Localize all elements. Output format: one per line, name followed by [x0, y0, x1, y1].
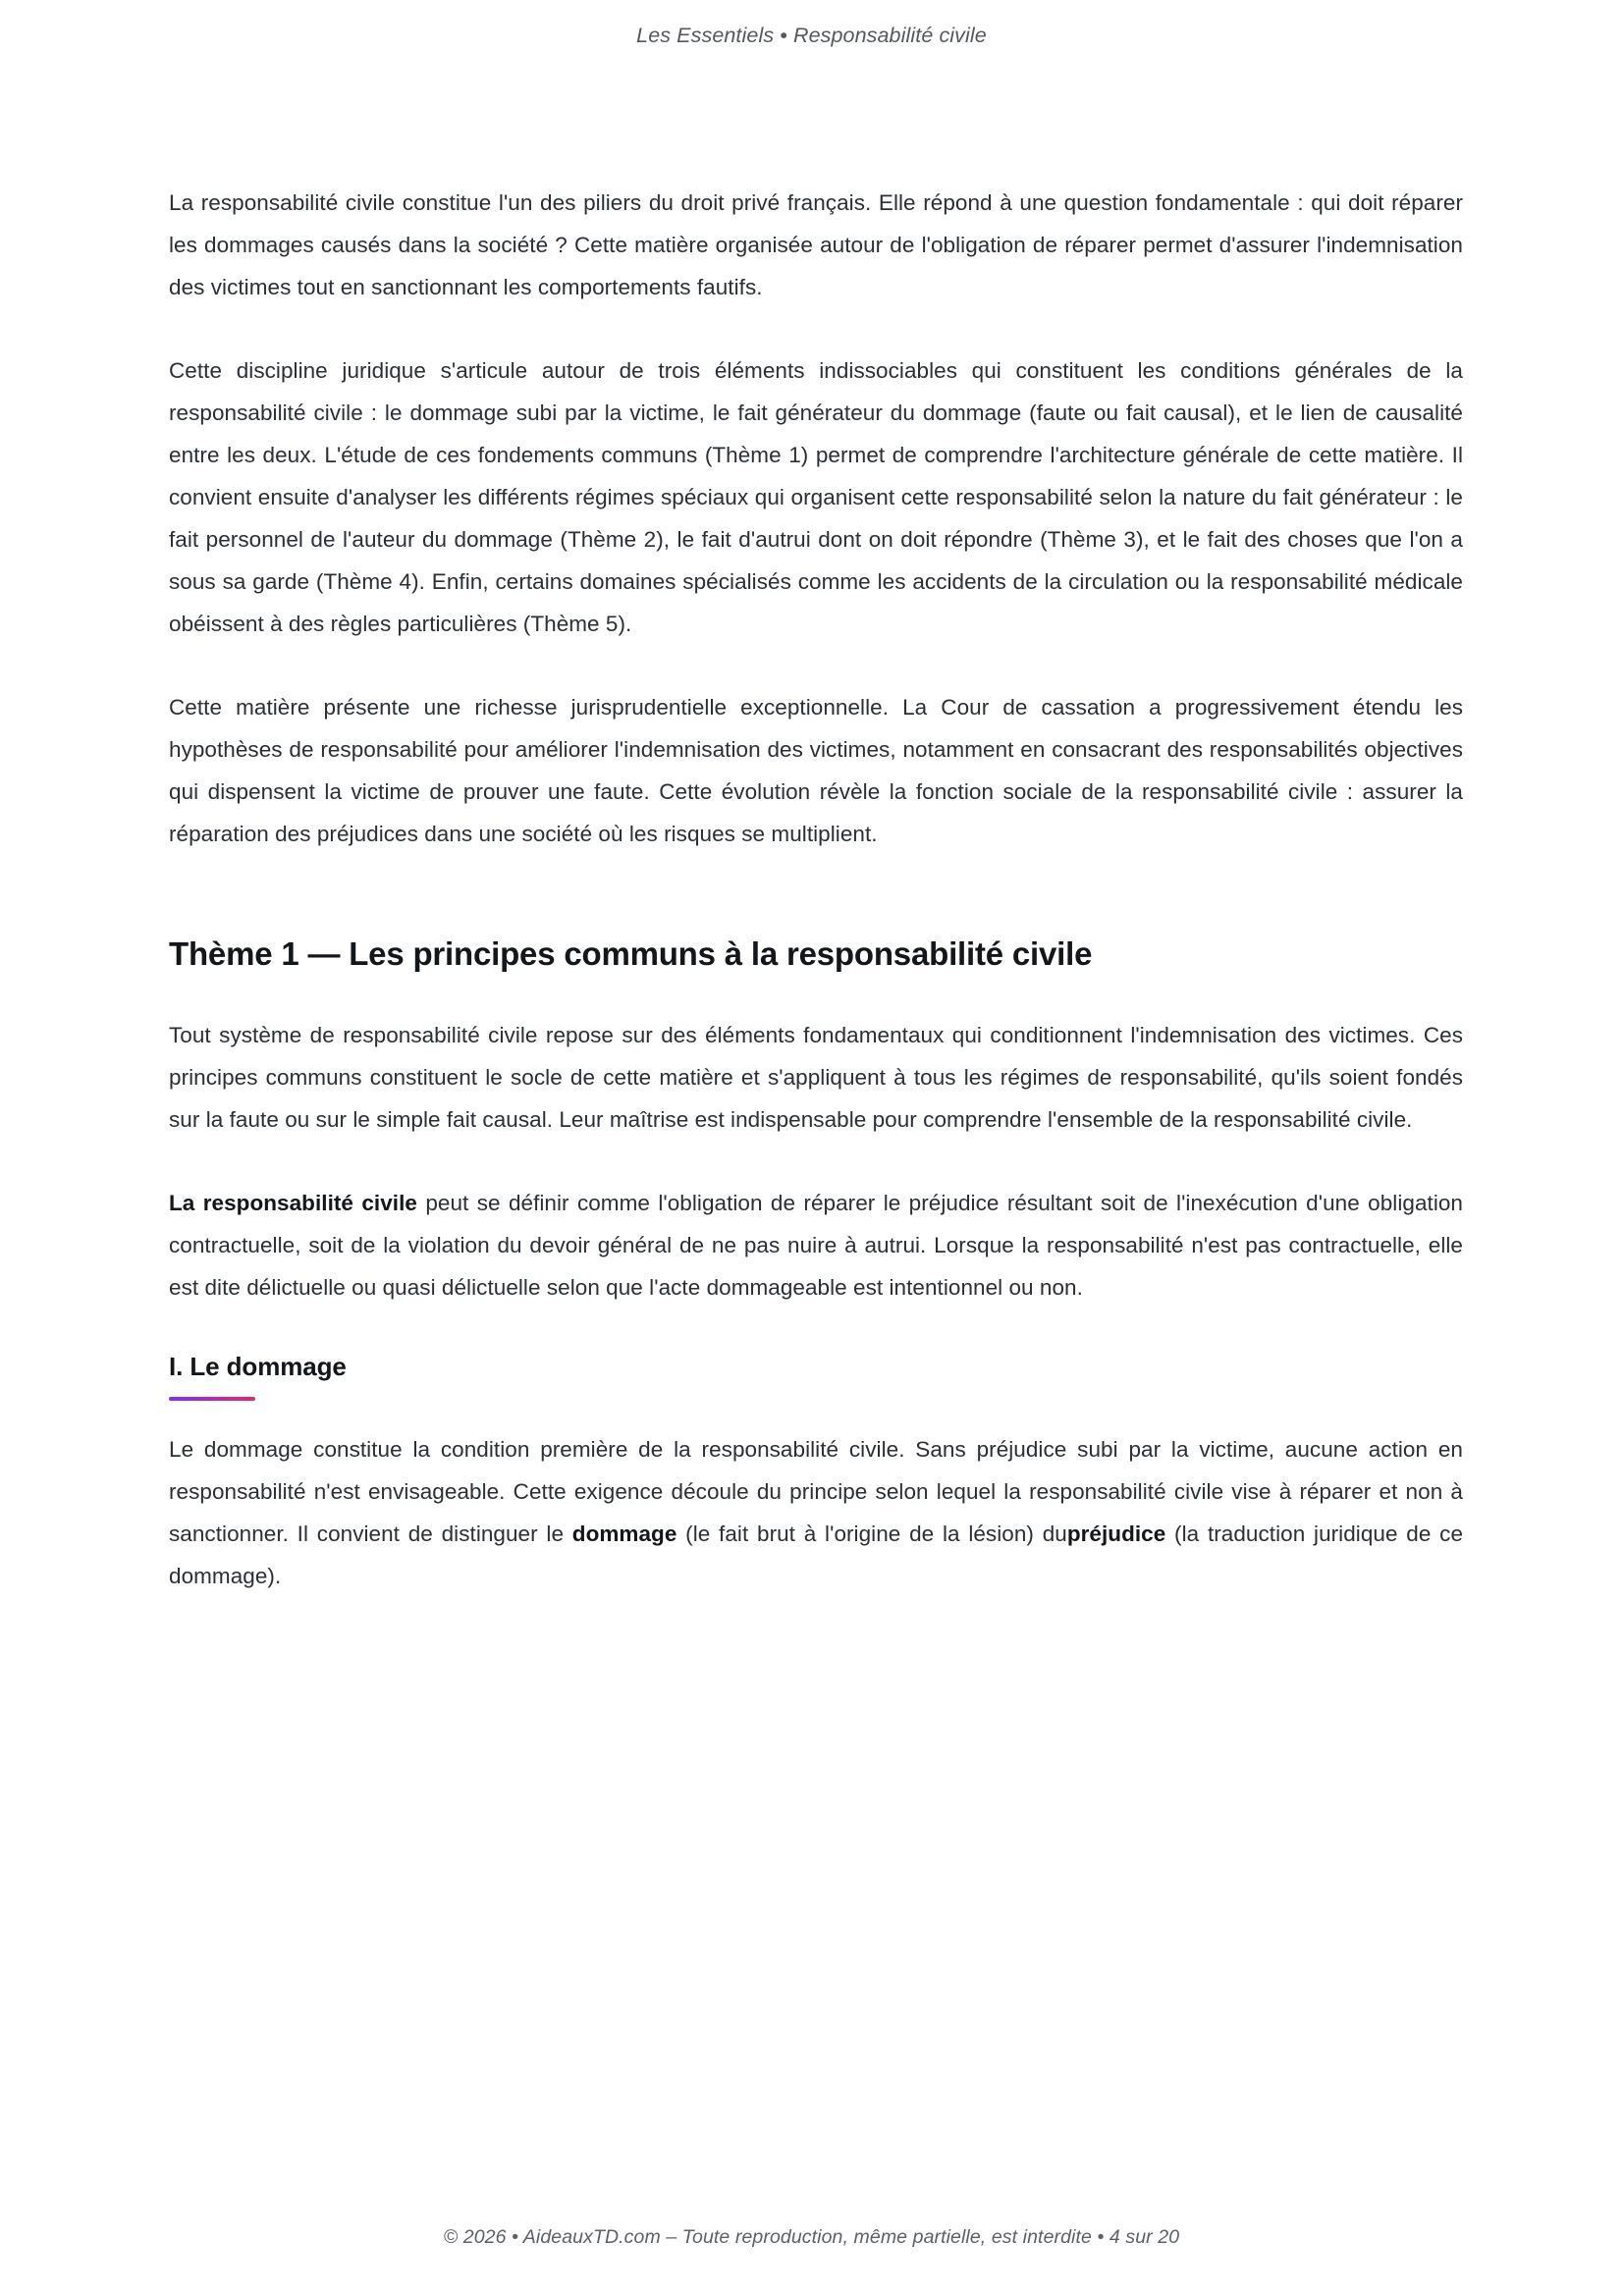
- dommage-text-suffix: (la traduction juridique de ce dommage).: [169, 1522, 1464, 1588]
- definition-paragraph: [169, 1182, 1463, 1308]
- section-spacer: [169, 896, 1463, 934]
- running-header: Les Essentiels • Responsabilité civile: [636, 24, 987, 47]
- theme-intro-paragraph: Tout système de responsabilité civile repose sur des éléments fondamentaux qui conditionnent l'indemnisation des victimes. Ces principes communs constituent le socle de cette matière et s'appliquent à tous les régimes de responsabilité, qu'ils soient fondés sur la faute ou sur le simple fait causal. Leur maîtrise est indispensable pour comprendre l'ensemble de la responsabilité civile.: [169, 1023, 1463, 1132]
- heading-underline-accent: [169, 1397, 255, 1401]
- prejudice-bold-term: préjudice: [1066, 1522, 1166, 1546]
- dommage-text-prefix: Le dommage constitue la condition première de la responsabilité civile. Sans préjudice subi par la victime, aucune action en responsabilité n'est envisageable. Cette exigence découle du principe selon lequel la responsabilité civile vise à réparer et non à sanctionner. Il convient de distinguer le: [169, 1437, 1463, 1546]
- dommage-text-mid: (le fait brut à l'origine de la lésion) du: [676, 1522, 1067, 1546]
- definition-lead: La responsabilité civile: [169, 1191, 417, 1215]
- intro-paragraph-1: La responsabilité civile constitue l'un des piliers du droit privé français. Elle répond à une question fondamentale : qui doit réparer les dommages causés dans la société ? Cette matière organisée autour de l'obligation de réparer permet d'assurer l'indemnisation des victimes tout en sanctionnant les comportements fautifs.: [169, 190, 1463, 299]
- intro-paragraph-3: Cette matière présente une richesse jurisprudentielle exceptionnelle. La Cour de cassation a progressivement étendu les hypothèses de responsabilité pour améliorer l'indemnisation des victimes, notamment en consacrant des responsabilités objectives qui dispensent la victime de prouver une faute. Cette évolution révèle la fonction sociale de la responsabilité civile : assurer la réparation des préjudices dans une société où les risques se multiplient.: [169, 695, 1463, 846]
- intro-paragraph-2: Cette discipline juridique s'articule autour de trois éléments indissociables qui constituent les conditions générales de la responsabilité civile : le dommage subi par la victime, le fait générateur du dommage (faute ou fait causal), et le lien de causalité entre les deux. L'étude de ces fondements communs (Thème 1) permet de comprendre l'architecture générale de cette matière. Il convient ensuite d'analyser les différents régimes spéciaux qui organisent cette responsabilité selon la nature du fait générateur : le fait personnel de l'auteur du dommage (Thème 2), le fait d'autrui dont on doit répondre (Thème 3), et le fait des choses que l'on a sous sa garde (Thème 4). Enfin, certains domaines spécialisés comme les accidents de la circulation ou la responsabilité médicale obéissent à des règles particulières (Thème 5).: [169, 358, 1463, 636]
- dommage-paragraph: [169, 1428, 1463, 1597]
- subsection-heading: I. Le dommage: [169, 1352, 347, 1381]
- page-footer: © 2026 • AideauxTD.com – Toute reproduction, même partielle, est interdite • 4 sur 20: [443, 2226, 1180, 2248]
- dommage-bold-term: dommage: [571, 1522, 677, 1546]
- theme-heading: Thème 1 — Les principes communs à la responsabilité civile: [169, 935, 1093, 972]
- page-content: [169, 182, 1463, 1597]
- definition-text: peut se définir comme l'obligation de réparer le préjudice résultant soit de l'inexécution d'une obligation contractuelle, soit de la violation du devoir général de ne pas nuire à autrui. Lorsque la responsabilité n'est pas contractuelle, elle est dite délictuelle ou quasi délictuelle selon que l'acte dommageable est intentionnel ou non.: [169, 1191, 1463, 1300]
